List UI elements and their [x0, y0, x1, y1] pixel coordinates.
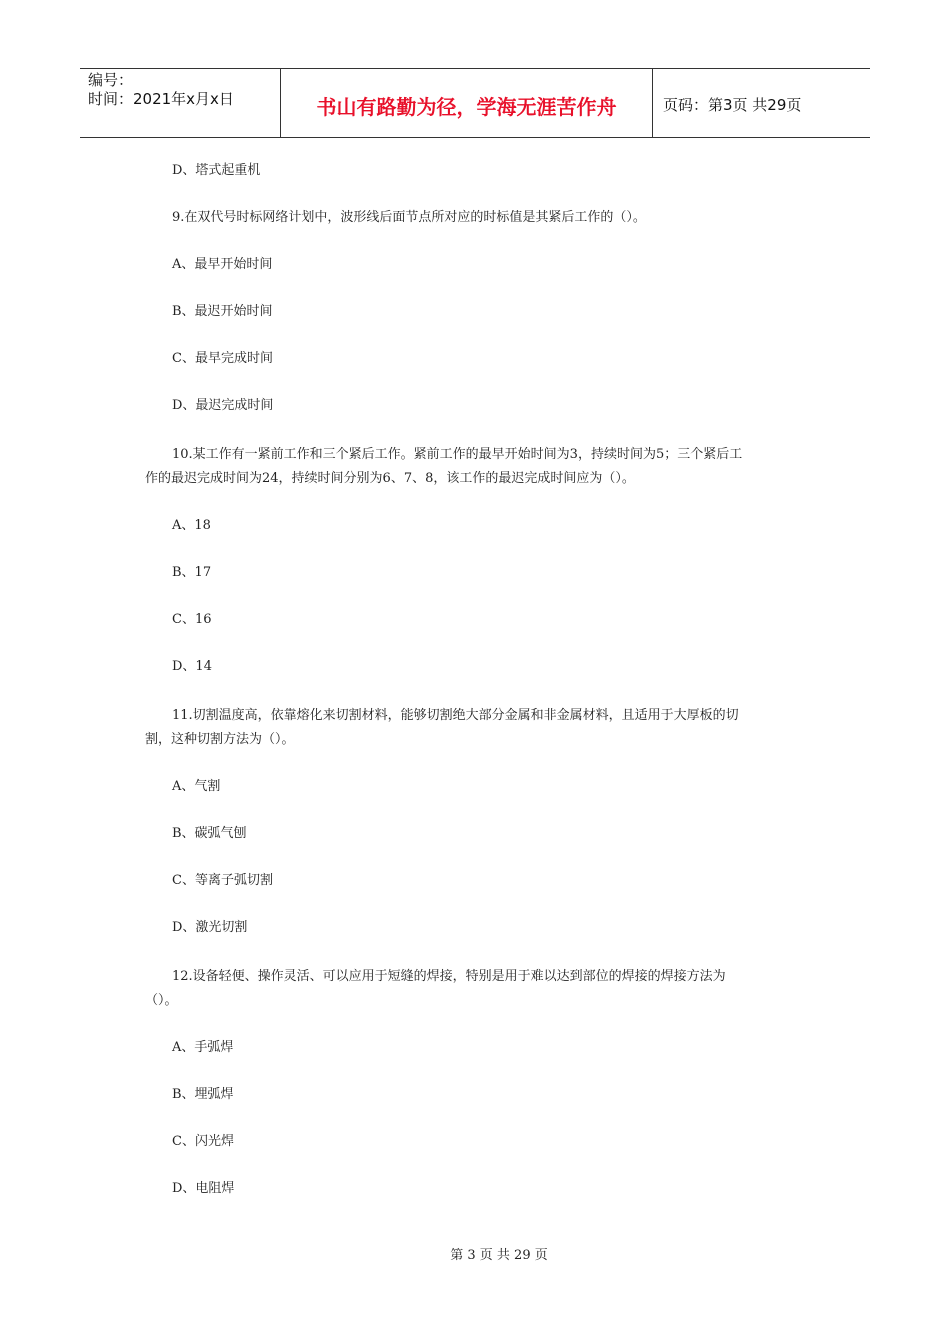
q10-option-b: B、17 — [172, 565, 212, 580]
q12-option-d: D、电阻焊 — [172, 1181, 235, 1196]
q12-question-line1: 12.设备轻便、操作灵活、可以应用于短缝的焊接，特别是用于难以达到部位的焊接的焊接方法为 — [172, 969, 726, 984]
q9-option-b: B、最迟开始时间 — [172, 304, 273, 319]
q11-question-line1: 11.切割温度高，依靠熔化来切割材料，能够切割绝大部分金属和非金属材料，且适用于大厚板的切 — [172, 708, 739, 723]
doc-code-label: 编号： — [88, 71, 134, 89]
q9-option-c: C、最早完成时间 — [172, 351, 273, 366]
q11-option-a: A、气割 — [172, 779, 221, 794]
q12-option-c: C、闪光焊 — [172, 1134, 234, 1149]
q9-option-a: A、最早开始时间 — [172, 257, 273, 272]
q12-option-a: A、手弧焊 — [172, 1040, 234, 1055]
q9-question: 9.在双代号时标网络计划中，波形线后面节点所对应的时标值是其紧后工作的（）。 — [172, 210, 646, 225]
page-footer: 第 3 页 共 29 页 — [450, 1248, 548, 1263]
doc-time-label: 时间：2021年x月x日 — [88, 90, 234, 108]
q12-question-line2: （）。 — [145, 993, 178, 1008]
header-page-info: 页码：第3页 共29页 — [663, 95, 802, 114]
q12-option-b: B、埋弧焊 — [172, 1087, 234, 1102]
q9-option-d: D、最迟完成时间 — [172, 398, 274, 413]
q11-option-b: B、碳弧气刨 — [172, 826, 247, 841]
q10-option-d: D、14 — [172, 659, 212, 674]
header-meta — [80, 69, 281, 137]
q10-question-line2: 作的最迟完成时间为24，持续时间分别为6、7、8，该工作的最迟完成时间应为（）。 — [145, 471, 635, 486]
q8-option-d: D、塔式起重机 — [172, 163, 261, 178]
q10-option-c: C、16 — [172, 612, 212, 627]
page-header — [80, 68, 870, 138]
q10-option-a: A、18 — [172, 518, 211, 533]
q10-question-line1: 10.某工作有一紧前工作和三个紧后工作。紧前工作的最早开始时间为3，持续时间为5；三个紧后工 — [172, 447, 743, 462]
q11-question-line2: 割，这种切割方法为（）。 — [145, 732, 295, 747]
q11-option-c: C、等离子弧切割 — [172, 873, 273, 888]
q11-option-d: D、激光切割 — [172, 920, 248, 935]
header-motto: 书山有路勤为径，学海无涯苦作舟 — [281, 69, 653, 137]
